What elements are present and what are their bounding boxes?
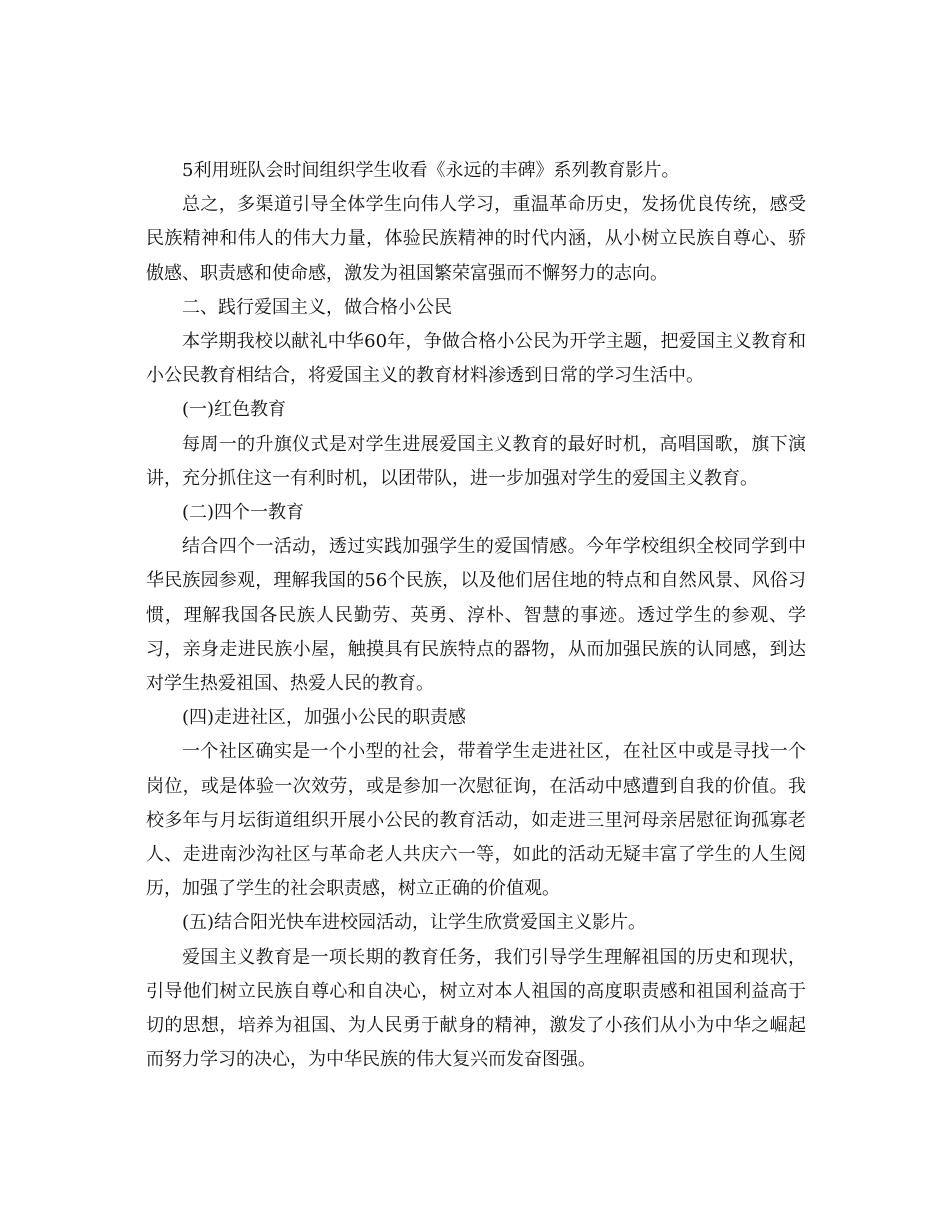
paragraph-semester-theme: 本学期我校以献礼中华60年，争做合格小公民为开学主题，把爱国主义教育和小公民教育相结合，将爱国主义的教育材料渗透到日常的学习生活中。 [146, 331, 806, 387]
subheading-community: (四)走进社区，加强小公民的职责感 [182, 707, 467, 729]
subheading-sunshine-express: (五)结合阳光快车进校园活动，让学生欣赏爱国主义影片。 [182, 912, 647, 934]
paragraph-conclusion: 爱国主义教育是一项长期的教育任务，我们引导学生理解祖国的历史和现状，引导他们树立民族自尊心和自决心，树立对本人祖国的高度职责感和祖国利益高于切的思想，培养为祖国、为人民勇于献身的精神，激发了小孩们从小为中华之崛起而努力学习的决心，为中华民族的伟大复兴而发奋图强。 [146, 946, 806, 1071]
paragraph-flag-ceremony: 每周一的升旗仪式是对学生进展爱国主义教育的最好时机，高唱国歌，旗下演讲，充分抓住这一有利时机，以团带队，进一步加强对学生的爱国主义教育。 [146, 433, 806, 489]
subheading-four-ones: (二)四个一教育 [182, 502, 305, 524]
subheading-red-education: (一)红色教育 [182, 399, 287, 421]
section-heading-citizen: 二、践行爱国主义，做合格小公民 [182, 296, 452, 318]
paragraph-community-activities: 一个社区确实是一个小型的社会，带着学生走进社区，在社区中或是寻找一个岗位，或是体验一次效劳，或是参加一次慰征询，在活动中感遭到自我的价值。我校多年与月坛街道组织开展小公民的教育活动，如走进三里河母亲居慰征询孤寡老人、走进南沙沟社区与革命老人共庆六一等，如此的活动无疑丰富了学生的人生阅历，加强了学生的社会职责感，树立正确的价值观。 [146, 741, 806, 900]
document-body [146, 154, 806, 1077]
paragraph-summary: 总之，多渠道引导全体学生向伟人学习，重温革命历史，发扬优良传统，感受民族精神和伟人的伟大力量，体验民族精神的时代内涵，从小树立民族自尊心、骄傲感、职责感和使命感，激发为祖国繁荣富强而不懈努力的志向。 [146, 194, 806, 284]
paragraph-film-viewing: 5利用班队会时间组织学生收看《永远的丰碑》系列教育影片。 [182, 160, 680, 181]
paragraph-ethnic-park: 结合四个一活动，透过实践加强学生的爱国情感。今年学校组织全校同学到中华民族园参观，理解我国的56个民族，以及他们居住地的特点和自然风景、风俗习惯，理解我国各民族人民勤劳、英勇、淳朴、智慧的事迹。透过学生的参观、学习，亲身走进民族小屋，触摸具有民族特点的器物，从而加强民族的认同感，到达对学生热爱祖国、热爱人民的教育。 [146, 536, 806, 695]
